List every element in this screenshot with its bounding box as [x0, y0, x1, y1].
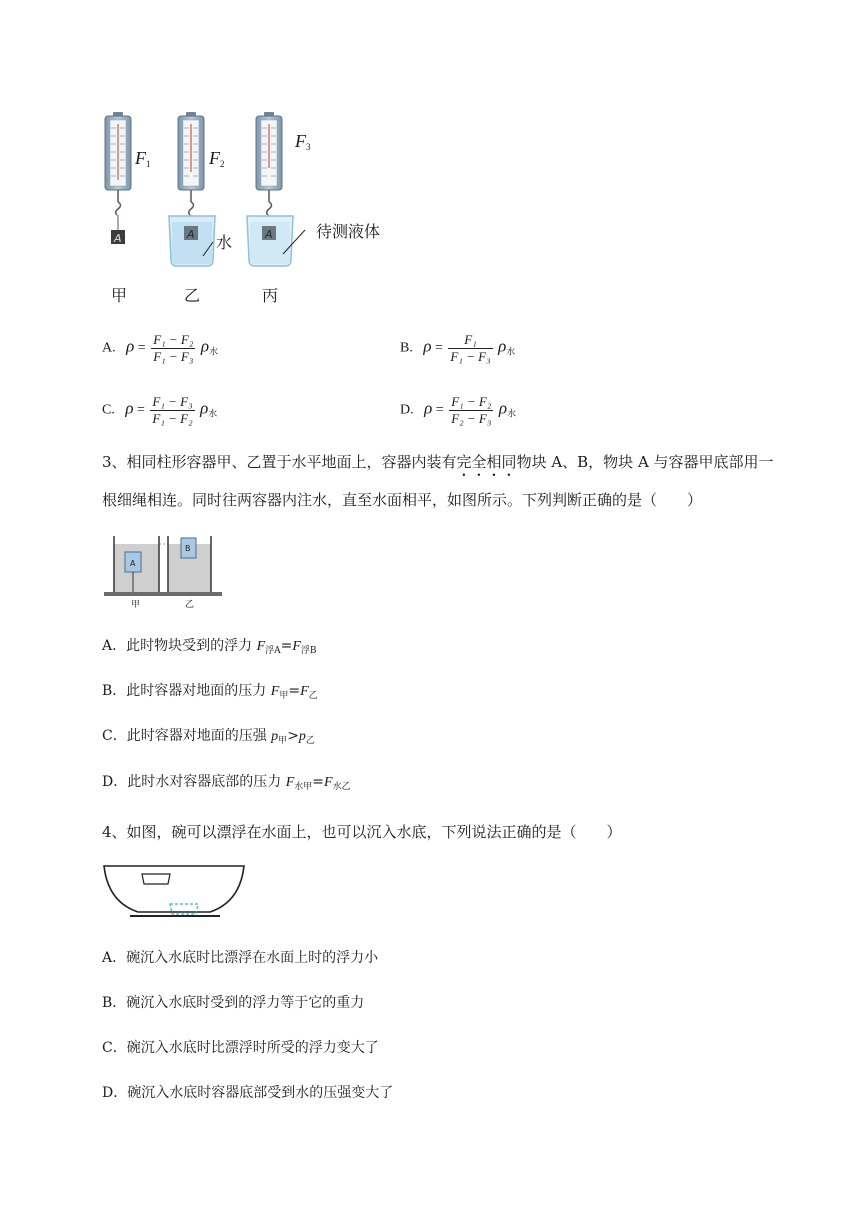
fig-caption-jia: 甲 [131, 600, 141, 610]
fraction: $\frac{\text{F₁ − F₃}}{\text{F₁ − F₂}}$ [152, 394, 193, 426]
q4-option-a[interactable]: A．碗沉入水底时比漂浮在水面上时的浮力小 [102, 950, 379, 966]
q2-option-b[interactable]: B. ρ = $\frac{\text{F₁}}{\text{F₁ − F₃}}$ $\rho_水$ [400, 332, 516, 364]
spring-scale-2 [169, 112, 215, 266]
q4-stem: 4、如图，碗可以漂浮在水面上，也可以沉入水底，下列说法正确的是（ ） [102, 823, 622, 841]
q3-stem-line1: 3、相同柱形容器甲、乙置于水平地面上，容器内装有完全相同物块 A、B，物块 A 与容器甲底部用一 [102, 453, 774, 471]
label-f2: $F_2$ [209, 148, 225, 169]
block-a-label: A [130, 559, 136, 568]
containers-figure [100, 530, 230, 610]
spring-scale-1 [105, 112, 131, 245]
q3-stem-line2: 根细绳相连。同时往两容器内注水，直至水面相平，如图所示。下列判断正确的是（ ） [102, 491, 703, 509]
q3-option-d[interactable]: D．此时水对容器底部的压力 $F_{水甲}=F_{水乙}$ [102, 774, 351, 792]
block-a-label-2: A [187, 228, 195, 241]
fraction: $\frac{\text{F₁ − F₂}}{\text{F₁ − F₃}}$ [153, 332, 194, 364]
fraction: $\frac{\text{F₁ − F₂}}{\text{F₂ − F₃}}$ [451, 394, 492, 426]
caption-yi: 乙 [184, 286, 201, 305]
q4-option-b[interactable]: B．碗沉入水底时受到的浮力等于它的重力 [102, 995, 365, 1011]
q3-option-a[interactable]: A．此时物块受到的浮力 $F_{浮A}=F_{浮B}$ [102, 638, 317, 656]
block-a-label-3: A [265, 228, 273, 241]
liquid-label: 待测液体 [316, 222, 381, 241]
q4-option-d[interactable]: D．碗沉入水底时容器底部受到水的压强变大了 [102, 1085, 394, 1101]
block-a-label-1: A [114, 232, 122, 245]
bowl-figure [100, 860, 250, 920]
q2-option-a[interactable]: A. ρ = $\frac{\text{F₁ − F₂}}{\text{F₁ − F₃}}$ $\rho_水$ [102, 332, 219, 364]
q2-option-d[interactable]: D. ρ = $\frac{\text{F₁ − F₂}}{\text{F₂ − F₃}}$ $\rho_水$ [400, 394, 517, 426]
label-f1: $F_1$ [135, 148, 151, 169]
q3-option-c[interactable]: C．此时容器对地面的压强 $p_甲>p_乙$ [102, 728, 315, 746]
q3-option-b[interactable]: B．此时容器对地面的压力 $F_甲=F_乙$ [102, 683, 318, 701]
caption-jia: 甲 [111, 286, 128, 305]
block-b-label: B [185, 544, 191, 553]
q2-option-c[interactable]: C. ρ = $\frac{\text{F₁ − F₃}}{\text{F₁ − F₂}}$ $\rho_水$ [102, 394, 218, 426]
q4-option-c[interactable]: C．碗沉入水底时比漂浮时所受的浮力变大了 [102, 1040, 379, 1056]
fraction: $\frac{\text{F₁}}{\text{F₁ − F₃}}$ [450, 332, 491, 364]
water-label: 水 [216, 233, 233, 252]
fig-caption-yi: 乙 [185, 600, 195, 610]
label-f3: $F_3$ [295, 131, 311, 152]
caption-bing: 丙 [262, 286, 279, 305]
spring-scale-figure [95, 110, 405, 305]
